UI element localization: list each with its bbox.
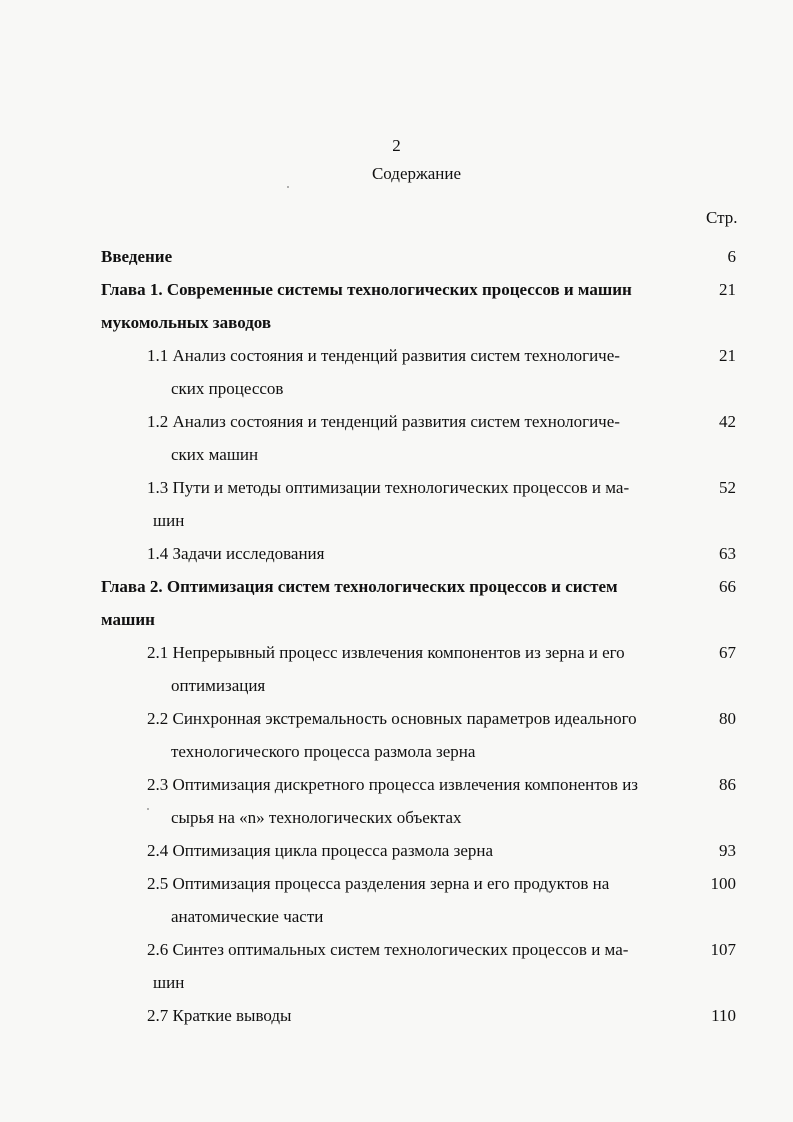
page-title: Содержание [371, 164, 462, 183]
toc-entry-page: 100 [710, 874, 736, 893]
toc-entry-line: шин [153, 973, 185, 992]
toc-section-entry [0, 405, 793, 471]
toc-entry-page: 21 [719, 280, 736, 299]
toc-entry-title [147, 339, 682, 405]
toc-entry-line: мукомольных заводов [101, 313, 272, 332]
toc-chapter-entry [0, 240, 793, 273]
toc-entry-line: 1.4 Задачи исследования [147, 544, 325, 563]
toc-entry-line: 2.7 Краткие выводы [147, 1006, 292, 1025]
toc-entry-page: 21 [719, 346, 736, 365]
toc-section-entry [0, 702, 793, 768]
toc-entry-line: 1.1 Анализ состояния и тенденций развития систем технологиче- [147, 346, 620, 365]
table-of-contents [0, 240, 793, 1032]
toc-section-entry [0, 999, 793, 1032]
toc-entry-title [147, 537, 682, 570]
toc-entry-line: машин [101, 610, 155, 629]
toc-entry-line: Глава 1. Современные системы технологических процессов и машин [101, 280, 632, 299]
toc-section-entry [0, 636, 793, 702]
toc-section-entry [0, 339, 793, 405]
toc-section-entry [0, 933, 793, 999]
toc-entry-page: 42 [719, 412, 736, 431]
toc-entry-page: 63 [719, 544, 736, 563]
toc-section-entry [0, 768, 793, 834]
toc-entry-line: оптимизация [171, 676, 266, 695]
toc-entry-line: Введение [101, 247, 173, 266]
toc-section-entry [0, 834, 793, 867]
toc-entry-title [147, 636, 682, 702]
toc-entry-line: 2.4 Оптимизация цикла процесса размола зерна [147, 841, 494, 860]
toc-entry-title [147, 834, 682, 867]
toc-entry-page: 110 [711, 1006, 736, 1025]
toc-entry-title [101, 240, 681, 273]
page-number: 2 [392, 136, 401, 155]
toc-entry-line: анатомические части [171, 907, 324, 926]
toc-entry-title [147, 867, 682, 933]
toc-entry-title [147, 405, 682, 471]
toc-entry-line: шин [153, 511, 185, 530]
toc-entry-line: 2.1 Непрерывный процесс извлечения компонентов из зерна и его [147, 643, 625, 662]
toc-section-entry [0, 471, 793, 537]
toc-chapter-entry [0, 273, 793, 339]
toc-entry-line: 1.3 Пути и методы оптимизации технологических процессов и ма- [147, 478, 630, 497]
toc-entry-page: 52 [719, 478, 736, 497]
toc-entry-page: 86 [719, 775, 736, 794]
toc-entry-title [147, 702, 682, 768]
toc-entry-line: Глава 2. Оптимизация систем технологических процессов и систем [101, 577, 618, 596]
page-column-header: Стр. [706, 208, 738, 227]
toc-section-entry [0, 537, 793, 570]
toc-entry-line: ских машин [171, 445, 259, 464]
toc-entry-line: 2.6 Синтез оптимальных систем технологических процессов и ма- [147, 940, 629, 959]
toc-entry-title [101, 273, 681, 339]
toc-entry-line: 2.5 Оптимизация процесса разделения зерна и его продуктов на [147, 874, 610, 893]
toc-entry-page: 80 [719, 709, 736, 728]
toc-section-entry [0, 867, 793, 933]
toc-entry-page: 67 [719, 643, 736, 662]
toc-entry-line: сырья на «n» технологических объектах [171, 808, 462, 827]
toc-entry-page: 93 [719, 841, 736, 860]
toc-entry-line: ских процессов [171, 379, 284, 398]
toc-entry-page: 6 [727, 247, 736, 266]
toc-entry-line: 2.3 Оптимизация дискретного процесса извлечения компонентов из [147, 775, 639, 794]
toc-entry-title [147, 933, 682, 999]
toc-entry-title [101, 570, 681, 636]
scan-speck [287, 186, 289, 188]
toc-entry-title [147, 999, 682, 1032]
toc-entry-title [147, 768, 682, 834]
toc-chapter-entry [0, 570, 793, 636]
toc-entry-title [147, 471, 682, 537]
toc-entry-line: технологического процесса размола зерна [171, 742, 476, 761]
toc-entry-page: 107 [710, 940, 736, 959]
toc-entry-line: 1.2 Анализ состояния и тенденций развития систем технологиче- [147, 412, 620, 431]
toc-entry-page: 66 [719, 577, 736, 596]
toc-entry-line: 2.2 Синхронная экстремальность основных параметров идеального [147, 709, 637, 728]
